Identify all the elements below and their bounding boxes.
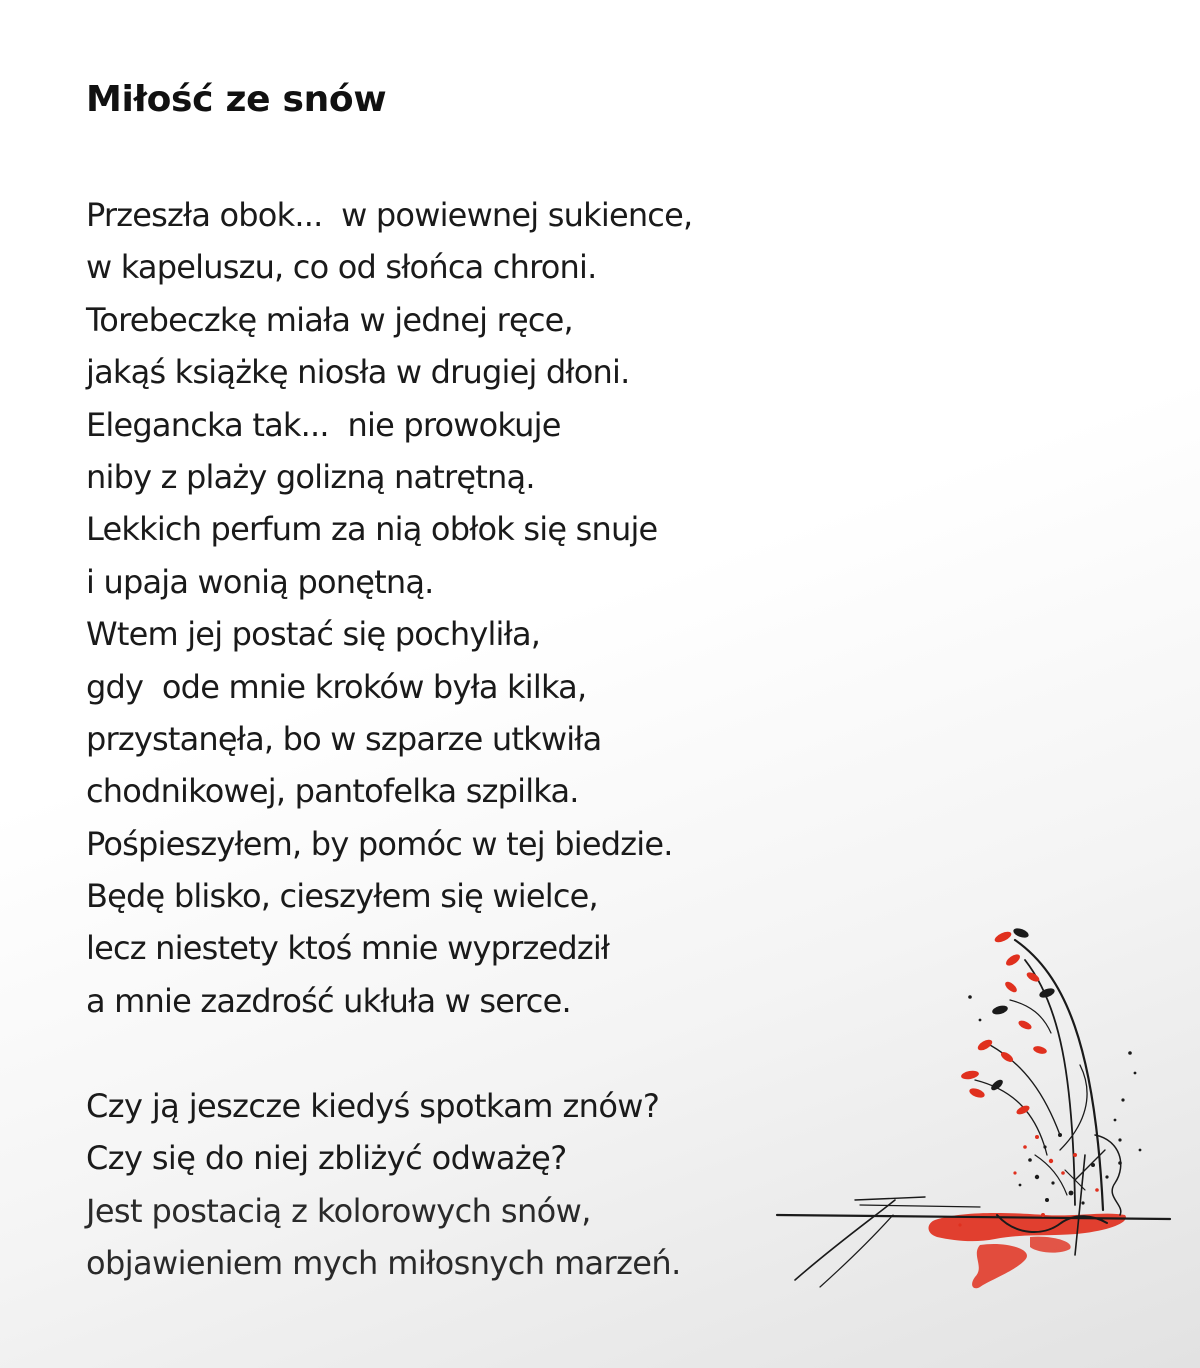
poem-line: Lekkich perfum za nią obłok się snuje: [86, 510, 658, 549]
red-dots: [958, 1135, 1098, 1227]
red-paint-splash: [929, 1213, 1126, 1288]
poem-line: a mnie zazdrość ukłuła w serce.: [86, 981, 571, 1020]
poem-line: Będę blisko, cieszyłem się wielce,: [86, 877, 598, 916]
stanza-2: [86, 1080, 681, 1290]
leaves: [960, 927, 1055, 1117]
poem-line: Jest postacią z kolorowych snów,: [86, 1191, 591, 1230]
ink-tree-illustration: [775, 915, 1180, 1305]
poem-line: niby z plaży golizną natrętną.: [86, 457, 535, 496]
stanza-1: [86, 189, 692, 1027]
poem-line: i upaja wonią ponętną.: [86, 562, 434, 601]
poem-line: gdy ode mnie kroków była kilka,: [86, 667, 587, 706]
poem-line: jakąś książkę niosła w drugiej dłoni.: [86, 353, 630, 392]
poem-line: Wtem jej postać się pochyliła,: [86, 615, 541, 654]
poem-line: Przeszła obok... w powiewnej sukience,: [86, 196, 693, 234]
poem-line: Czy się do niej zbliżyć odważę?: [86, 1139, 567, 1178]
poem-line: w kapeluszu, co od słońca chroni.: [86, 248, 597, 287]
poem-line: przystanęła, bo w szparze utkwiła: [86, 719, 602, 758]
poem-line: Czy ją jeszcze kiedyś spotkam znów?: [86, 1087, 660, 1125]
poem-title: Miłość ze snów: [86, 79, 387, 120]
poem-line: Pośpieszyłem, by pomóc w tej biedzie.: [86, 824, 673, 863]
poem-line: objawieniem mych miłosnych marzeń.: [86, 1244, 681, 1283]
poem-line: Elegancka tak... nie prowokuje: [86, 405, 561, 444]
poem-line: Torebeczkę miała w jednej ręce,: [86, 300, 573, 339]
poem-line: lecz niestety ktoś mnie wyprzedził: [86, 929, 610, 968]
poem-line: chodnikowej, pantofelka szpilka.: [86, 772, 579, 811]
